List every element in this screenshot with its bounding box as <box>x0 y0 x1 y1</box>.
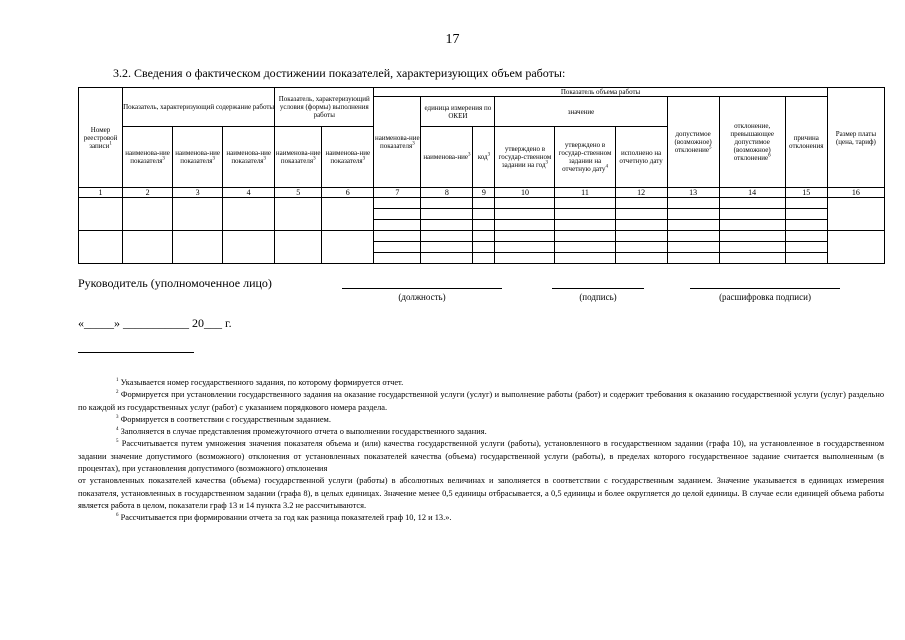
date-line: «_____» ___________ 20___ г. <box>78 316 232 330</box>
col-number: 6 <box>322 188 374 198</box>
section-title: 3.2. Сведения о фактическом достижении показателей, характеризующих объем работы: <box>113 66 566 80</box>
col-number: 3 <box>173 188 223 198</box>
header-unit-name: наименова-ние$^3$ <box>421 127 473 188</box>
header-content-name-1: наименова-ние показателя$^3$ <box>123 127 173 188</box>
header-condition-name-2: наименова-ние показателя$^3$ <box>322 127 374 188</box>
footnote: $^5$ Рассчитывается путем умножения значения показателя объема и (или) качества государственной услуги (работы), установленного в государственном задании (графа 10), на установленное в государственном задании значение допустимого (возможного) отклонения от установленных показателей качества (объема) государственной услуги (работы), в пределах которого государственное задание считается выполненным (в процентах), при установления допустимого (возможного) отклонения <box>78 439 885 474</box>
header-value: значение <box>495 97 667 127</box>
head-label: Руководитель (уполномоченное лицо) <box>78 276 272 290</box>
footnote: $^4$ Заполняется в случае представления промежуточного отчета о выполнении государственного задания. <box>116 427 487 437</box>
header-unit-code: код$^3$ <box>473 127 495 188</box>
col-number: 7 <box>374 188 421 198</box>
position-line <box>342 288 502 289</box>
table-row <box>79 231 885 242</box>
col-number: 16 <box>827 188 884 198</box>
col-number: 14 <box>719 188 785 198</box>
header-fee: Размер платы (цена, тариф) <box>827 88 884 188</box>
col-number: 13 <box>667 188 719 198</box>
decoding-caption: (расшифровка подписи) <box>719 292 811 302</box>
header-excess-deviation: отклонение, превышающее допустимое (возможное) отклонение$^6$ <box>719 97 785 188</box>
header-okei-unit: единица измерения по ОКЕИ <box>421 97 495 127</box>
col-number: 5 <box>275 188 322 198</box>
header-allowed-deviation: допустимое (возможное) отклонение$^5$ <box>667 97 719 188</box>
footnote: $^3$ Формируется в соответствии с государственным заданием. <box>116 414 331 424</box>
header-condition-name-1: наименова-ние показателя$^3$ <box>275 127 322 188</box>
footnote-divider <box>78 352 194 353</box>
header-record-number: Номер реестровой записи$^1$ <box>79 88 123 188</box>
col-number: 1 <box>79 188 123 198</box>
col-number: 4 <box>223 188 275 198</box>
signature-caption: (подпись) <box>579 292 617 302</box>
footnote-continuation: от установленных показателей качества (объема) государственной услуги (работы) в абсолютных величинах и заполняется в соответствии с государственным заданием. Значение указывается в единицах измерения показателя, установленных в государственном задании (графа 8), в целых единицах. Значение менее 0,5 единицы отбрасывается, а 0,5 единицы и более округляется до целой единицы. В случае если единицей объема работы является работа в целом, показатели граф 13 и 14 пункта 3.2 не рассчитываются. <box>78 476 884 510</box>
footnotes <box>78 377 884 525</box>
header-conditions-indicator: Показатель, характеризующий условия (формы) выполнения работы <box>275 88 374 127</box>
header-approved-year: утверждено в государ-ственном задании на год$^3$ <box>495 127 555 188</box>
header-content-name-2: наименова-ние показателя$^3$ <box>173 127 223 188</box>
col-number: 12 <box>615 188 667 198</box>
header-deviation-reason: причина отклонения <box>785 97 827 188</box>
col-number: 11 <box>555 188 615 198</box>
table-row <box>79 198 885 209</box>
col-number: 9 <box>473 188 495 198</box>
signature-line <box>552 288 644 289</box>
header-content-indicator: Показатель, характеризующий содержание работы <box>123 88 275 127</box>
volume-indicators-table <box>78 87 885 264</box>
col-number: 2 <box>123 188 173 198</box>
footnote: $^2$ Формируется при установлении государственного задания на оказание государственной услуги (услуг) и выполнение работы (работ) и содержит требования к оказанию государственной услуги (услуг) раздельно по каждой из государственных услуг (работ) с указанием порядкового номера раздела. <box>78 390 885 412</box>
header-executed: исполнено на отчетную дату <box>615 127 667 188</box>
header-content-name-3: наименова-ние показателя$^3$ <box>223 127 275 188</box>
col-number: 8 <box>421 188 473 198</box>
col-number: 10 <box>495 188 555 198</box>
header-approved-date: утверждено в государ-ственном задании на отчетную дату$^4$ <box>555 127 615 188</box>
page-number: 17 <box>445 32 460 47</box>
footnote: $^1$ Указывается номер государственного задания, по которому формируется отчет. <box>116 378 404 387</box>
position-caption: (должность) <box>398 292 446 302</box>
header-volume-indicator: Показатель объема работы <box>374 88 827 97</box>
header-indicator-name: наименова-ние показателя$^3$ <box>374 97 421 188</box>
col-number: 15 <box>785 188 827 198</box>
footnote: $^6$ Рассчитывается при формировании отчета за год как разница показателей граф 10, 12 и 13.». <box>116 513 452 523</box>
decoding-line <box>690 288 840 289</box>
